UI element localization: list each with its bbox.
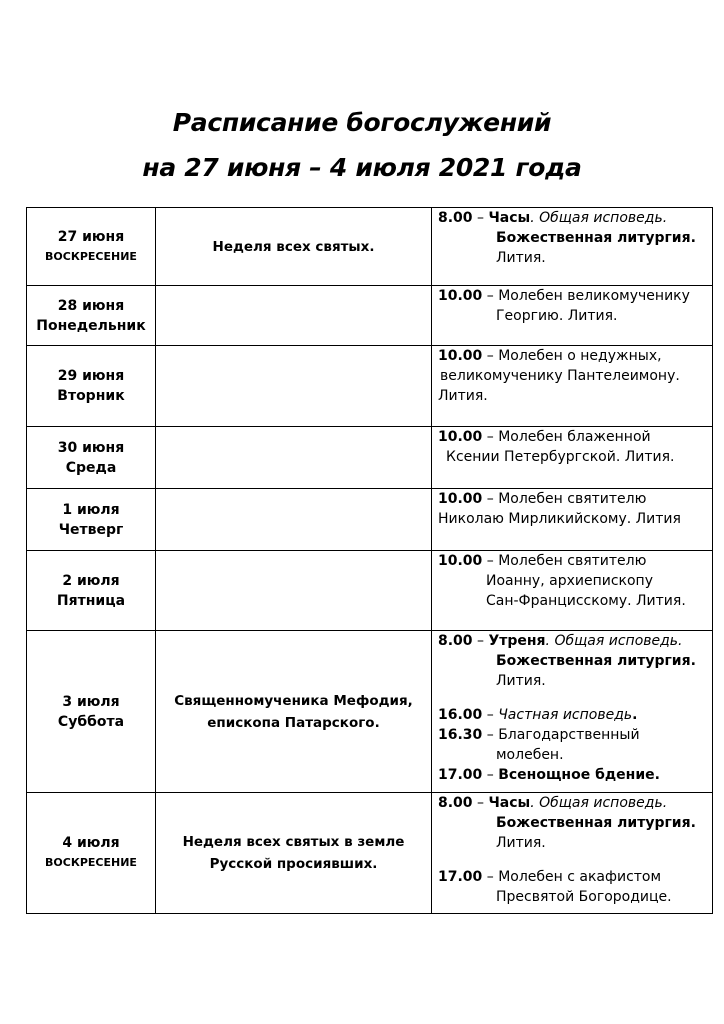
service-name: Божественная литургия: [496, 653, 691, 669]
punct: .: [690, 815, 696, 831]
service-text: Сан-Францисскому. Лития.: [486, 593, 686, 609]
service-text: – Благодарственный: [482, 727, 640, 743]
table-row: [27, 346, 713, 427]
date: 28 июня: [57, 297, 125, 314]
schedule-cell: [432, 286, 713, 346]
dash: –: [482, 767, 499, 783]
service-schedule: [432, 346, 712, 406]
date: 2 июля: [62, 572, 120, 589]
service-time: 10.00: [438, 348, 483, 364]
date-cell: [27, 208, 156, 286]
table-row: [27, 551, 713, 631]
date-cell: [27, 489, 156, 551]
service-name: Божественная литургия: [496, 815, 691, 831]
service-text: Лития.: [496, 835, 546, 851]
dash: –: [482, 707, 499, 723]
date: 27 июня: [57, 228, 125, 245]
service-time: 17.00: [438, 869, 483, 885]
service-time: 10.00: [438, 288, 483, 304]
schedule-cell: [432, 631, 713, 793]
weekday: Суббота: [57, 713, 125, 730]
service-schedule: [432, 427, 712, 467]
date-cell: [27, 286, 156, 346]
service-text: Лития.: [438, 388, 488, 404]
service-time: 16.00: [438, 707, 483, 723]
punct: .: [654, 767, 660, 783]
feast-cell: [156, 489, 432, 551]
date-cell: [27, 551, 156, 631]
date: 30 июня: [57, 439, 125, 456]
date: 29 июня: [57, 368, 125, 384]
service-text: Лития.: [496, 250, 546, 266]
service-name: Всенощное бдение: [498, 767, 655, 783]
table-row: [27, 427, 713, 489]
page-subtitle: на 27 июня – 4 июля 2021 года: [142, 153, 582, 182]
punct: .: [690, 653, 696, 669]
service-text: Ксении Петербургской. Лития.: [446, 449, 675, 465]
schedule-cell: [432, 489, 713, 551]
service-note: Частная исповедь: [498, 707, 633, 723]
page-title: Расписание богослужений: [172, 108, 552, 137]
service-name: Часы: [488, 795, 531, 811]
date-cell: [27, 427, 156, 489]
feast-cell: [156, 793, 432, 914]
service-text: – Молебен блаженной: [482, 429, 651, 445]
dash: –: [472, 633, 489, 649]
date-cell: [27, 631, 156, 793]
feast-name: Священномученика Мефодия,: [174, 692, 413, 709]
service-time: 8.00: [438, 795, 473, 811]
schedule-table: [26, 207, 713, 914]
service-text: – Молебен с акафистом: [482, 869, 662, 885]
date-cell: [27, 346, 156, 427]
service-time: 10.00: [438, 429, 483, 445]
service-schedule: [432, 286, 712, 326]
table-row: [27, 489, 713, 551]
date-cell: [27, 793, 156, 914]
weekday: Вторник: [57, 388, 125, 404]
feast-name: Неделя всех святых.: [212, 238, 375, 255]
date: 1 июля: [62, 501, 120, 518]
feast-cell: [156, 286, 432, 346]
service-text: – Молебен святителю: [482, 553, 647, 569]
service-text: Лития.: [496, 673, 546, 689]
weekday: ВОСКРЕСЕНИЕ: [45, 249, 137, 263]
schedule-cell: [432, 793, 713, 914]
feast-name: Русской просиявших.: [209, 856, 378, 872]
service-schedule: [432, 551, 712, 611]
feast-cell: [156, 551, 432, 631]
service-schedule: [432, 631, 712, 785]
service-text: молебен.: [496, 747, 564, 763]
weekday: Понедельник: [36, 317, 146, 334]
weekday: Пятница: [56, 592, 126, 609]
service-time: 8.00: [438, 633, 473, 649]
service-note: . Общая исповедь.: [545, 633, 683, 649]
service-time: 17.00: [438, 767, 483, 783]
date: 3 июля: [62, 693, 120, 710]
weekday: Четверг: [58, 521, 124, 538]
schedule-cell: [432, 346, 713, 427]
schedule-cell: [432, 427, 713, 489]
service-text: – Молебен великомученику: [482, 288, 690, 304]
service-time: 8.00: [438, 210, 473, 226]
table-row: [27, 286, 713, 346]
dash: –: [472, 210, 489, 226]
dash: –: [472, 795, 489, 811]
service-schedule: [432, 793, 712, 907]
service-text: Пресвятой Богородице.: [496, 889, 672, 905]
feast-cell: [156, 631, 432, 793]
weekday: ВОСКРЕСЕНИЕ: [45, 856, 137, 869]
feast-name: Неделя всех святых в земле: [182, 834, 405, 850]
service-note: . Общая исповедь.: [530, 795, 668, 811]
feast-cell: [156, 427, 432, 489]
service-schedule: [432, 489, 712, 529]
punct: .: [632, 707, 638, 723]
table-row: [27, 208, 713, 286]
service-text: – Молебен о недужных,: [482, 348, 662, 364]
date: 4 июля: [62, 835, 120, 851]
schedule-cell: [432, 208, 713, 286]
service-time: 10.00: [438, 491, 483, 507]
service-time: 16.30: [438, 727, 483, 743]
feast-cell: [156, 346, 432, 427]
punct: .: [690, 230, 696, 246]
service-text: Николаю Мирликийскому. Лития: [438, 511, 681, 527]
schedule-cell: [432, 551, 713, 631]
service-name: Часы: [488, 210, 531, 226]
table-row: [27, 793, 713, 914]
feast-cell: [156, 208, 432, 286]
feast-name: епископа Патарского.: [207, 714, 380, 731]
service-text: Георгию. Лития.: [496, 308, 618, 324]
service-text: великомученику Пантелеимону.: [440, 368, 680, 384]
service-schedule: [432, 208, 712, 268]
service-name: Утреня: [488, 633, 546, 649]
service-time: 10.00: [438, 553, 483, 569]
service-text: – Молебен святителю: [482, 491, 647, 507]
weekday: Среда: [65, 459, 117, 476]
service-text: Иоанну, архиепископу: [486, 573, 653, 589]
service-note: . Общая исповедь.: [530, 210, 668, 226]
table-row: [27, 631, 713, 793]
service-name: Божественная литургия: [496, 230, 691, 246]
